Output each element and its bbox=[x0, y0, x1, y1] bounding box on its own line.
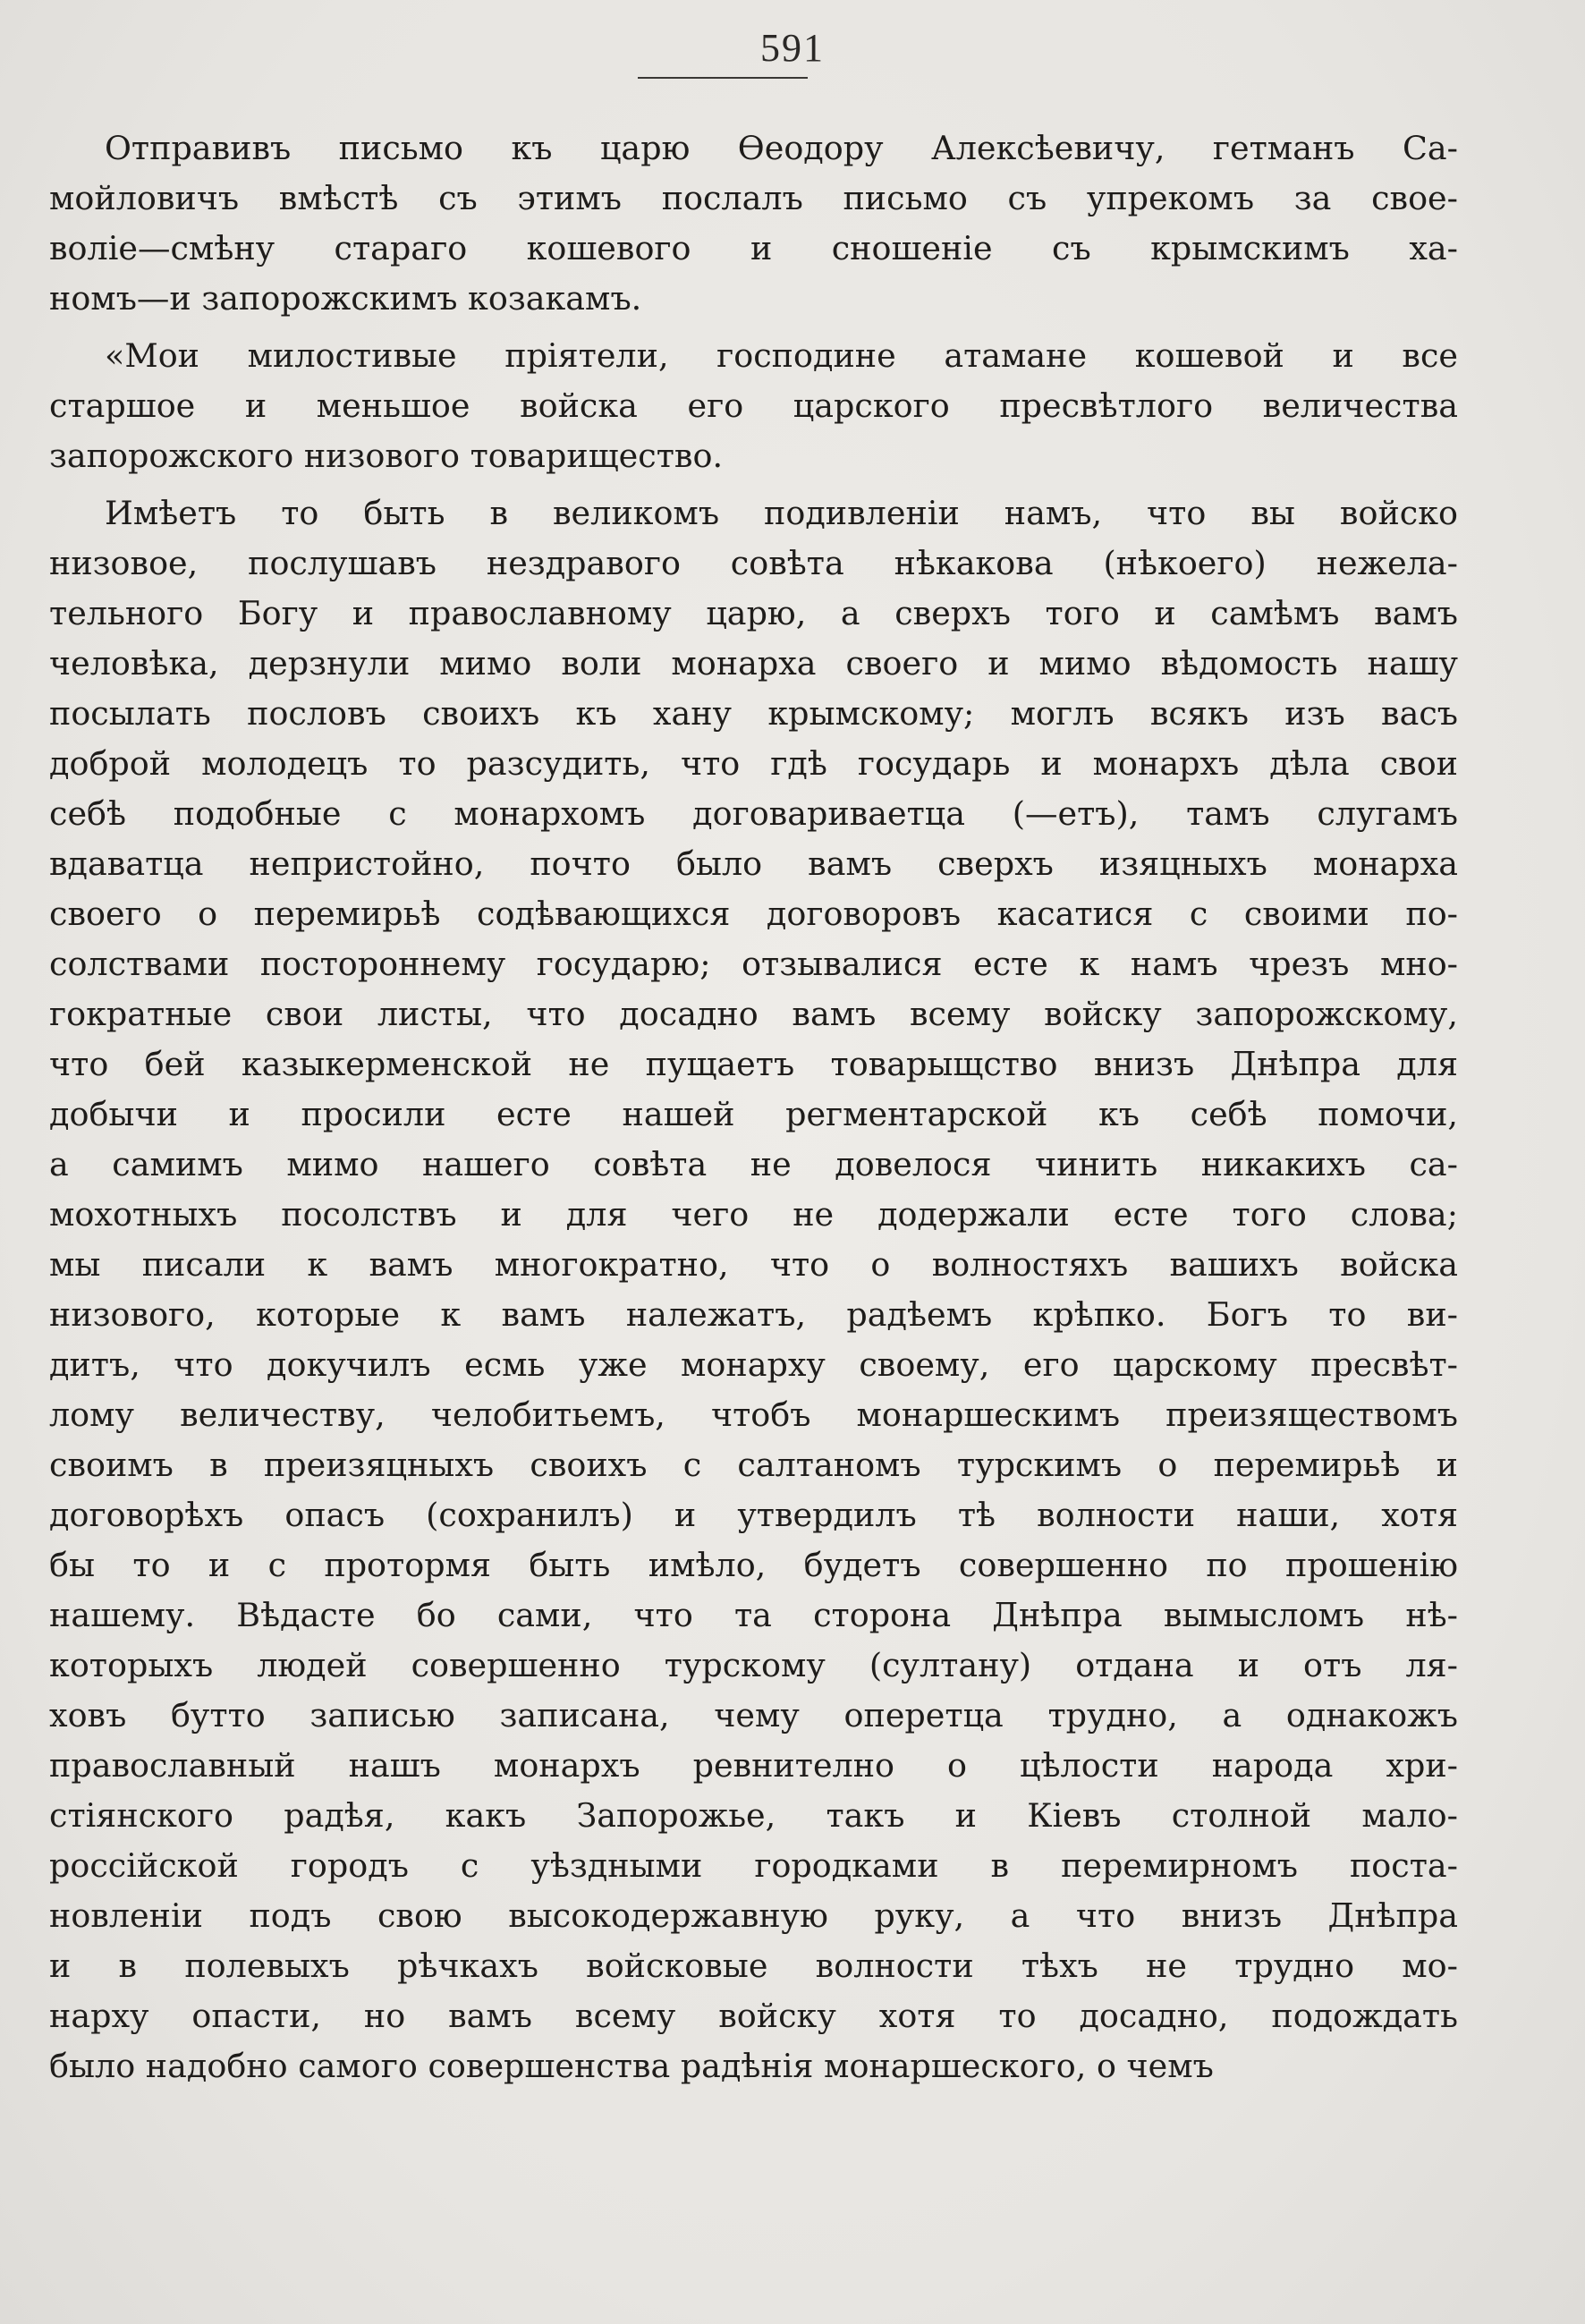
text-line: что бей казыкерменской не пущаетъ товарыщство внизъ Днѣпра для bbox=[49, 1045, 1458, 1083]
text-line: человѣка, дерзнули мимо воли монарха своего и мимо вѣдомость нашу bbox=[49, 644, 1458, 683]
paragraph bbox=[49, 331, 1458, 481]
text-line: гократные свои листы, что досадно вамъ всему войску запорожскому, bbox=[49, 995, 1458, 1033]
text-line: себѣ подобные с монархомъ договариваетца (—етъ), тамъ слугамъ bbox=[49, 794, 1458, 833]
text-line: вдаватца непристойно, почто было вамъ сверхъ изяцныхъ монарха bbox=[49, 844, 1458, 883]
text-line: воліе—смѣну стараго кошевого и сношеніе съ крымскимъ ха- bbox=[49, 229, 1458, 267]
text-line: ховъ бутто записью записана, чему оперетца трудно, а однакожъ bbox=[49, 1696, 1458, 1735]
text-line: солствами постороннему государю; отзывалися есте к намъ чрезъ мно- bbox=[49, 945, 1458, 983]
paragraph-gap bbox=[49, 324, 1458, 331]
text-line: тельного Богу и православному царю, а сверхъ того и самѣмъ вамъ bbox=[49, 594, 1458, 632]
text-line: стіянского радѣя, какъ Запорожье, такъ и Кіевъ столной мало- bbox=[49, 1796, 1458, 1835]
text-line: своего о перемирьѣ содѣвающихся договоровъ касатися с своими по- bbox=[49, 895, 1458, 933]
text-line: россійской городъ с уѣздными городками в перемирномъ поста- bbox=[49, 1846, 1458, 1885]
text-line: договорѣхъ опасъ (сохранилъ) и утвердилъ тѣ волности наши, хотя bbox=[49, 1496, 1458, 1534]
text-line: и в полевыхъ рѣчкахъ войсковые волности тѣхъ не трудно мо- bbox=[49, 1947, 1458, 1985]
text-line: православный нашъ монархъ ревнително о цѣлости народа хри- bbox=[49, 1746, 1458, 1785]
paragraph-gap bbox=[49, 481, 1458, 488]
body-text bbox=[49, 123, 1458, 2091]
text-line: новленіи подъ свою высокодержавную руку, а что внизъ Днѣпра bbox=[49, 1896, 1458, 1935]
text-line: Отправивъ письмо къ царю Ѳеодору Алексѣевичу, гетманъ Са- bbox=[105, 129, 1458, 167]
text-line: нарху опасти, но вамъ всему войску хотя то досадно, подождать bbox=[49, 1997, 1458, 2035]
text-line: низового, которые к вамъ належатъ, радѣемъ крѣпко. Богъ то ви- bbox=[49, 1295, 1458, 1334]
text-line: низовое, послушавъ нездравого совѣта нѣкакова (нѣкоего) нежела- bbox=[49, 544, 1458, 582]
text-line: старшое и меньшое войска его царского пресвѣтлого величества bbox=[49, 386, 1458, 425]
page-number-rule bbox=[638, 77, 808, 79]
text-line: лому величеству, челобитьемъ, чтобъ монаршескимъ преизяществомъ bbox=[49, 1395, 1458, 1434]
text-line: запорожского низового товарищество. bbox=[49, 437, 724, 475]
text-line: доброй молодецъ то разсудить, что гдѣ государь и монархъ дѣла свои bbox=[49, 744, 1458, 783]
text-line: своимъ в преизяцныхъ своихъ с салтаномъ турскимъ о перемирьѣ и bbox=[49, 1446, 1458, 1484]
text-line: мойловичъ вмѣстѣ съ этимъ послалъ письмо съ упрекомъ за свое- bbox=[49, 179, 1458, 217]
text-line: которыхъ людей совершенно турскому (султану) отдана и отъ ля- bbox=[49, 1646, 1458, 1684]
text-line: бы то и с протормя быть имѣло, будетъ совершенно по прошенію bbox=[49, 1546, 1458, 1584]
text-line: а самимъ мимо нашего совѣта не довелося чинить никакихъ са- bbox=[49, 1145, 1458, 1183]
text-line: нашему. Вѣдасте бо сами, что та сторона Днѣпра вымысломъ нѣ- bbox=[49, 1596, 1458, 1634]
text-line: мохотныхъ посолствъ и для чего не додержали есте того слова; bbox=[49, 1195, 1458, 1234]
text-line: было надобно самого совершенства радѣнія монаршеского, о чемъ bbox=[49, 2047, 1214, 2085]
paragraph bbox=[49, 123, 1458, 324]
text-line: мы писали к вамъ многократно, что о волностяхъ вашихъ войска bbox=[49, 1245, 1458, 1284]
paragraph bbox=[49, 488, 1458, 2091]
text-line: Имѣетъ то быть в великомъ подивленіи намъ, что вы войско bbox=[105, 494, 1458, 532]
text-line: дитъ, что докучилъ есмь уже монарху своему, его царскому пресвѣт- bbox=[49, 1345, 1458, 1384]
text-line: посылать пословъ своихъ къ хану крымскому; моглъ всякъ изъ васъ bbox=[49, 694, 1458, 733]
page-number: 591 bbox=[760, 26, 825, 70]
text-line: номъ—и запорожскимъ козакамъ. bbox=[49, 279, 642, 318]
text-line: добычи и просили есте нашей регментарской къ себѣ помочи, bbox=[49, 1095, 1458, 1133]
text-line: «Мои милостивые пріятели, господине атамане кошевой и все bbox=[105, 336, 1458, 375]
